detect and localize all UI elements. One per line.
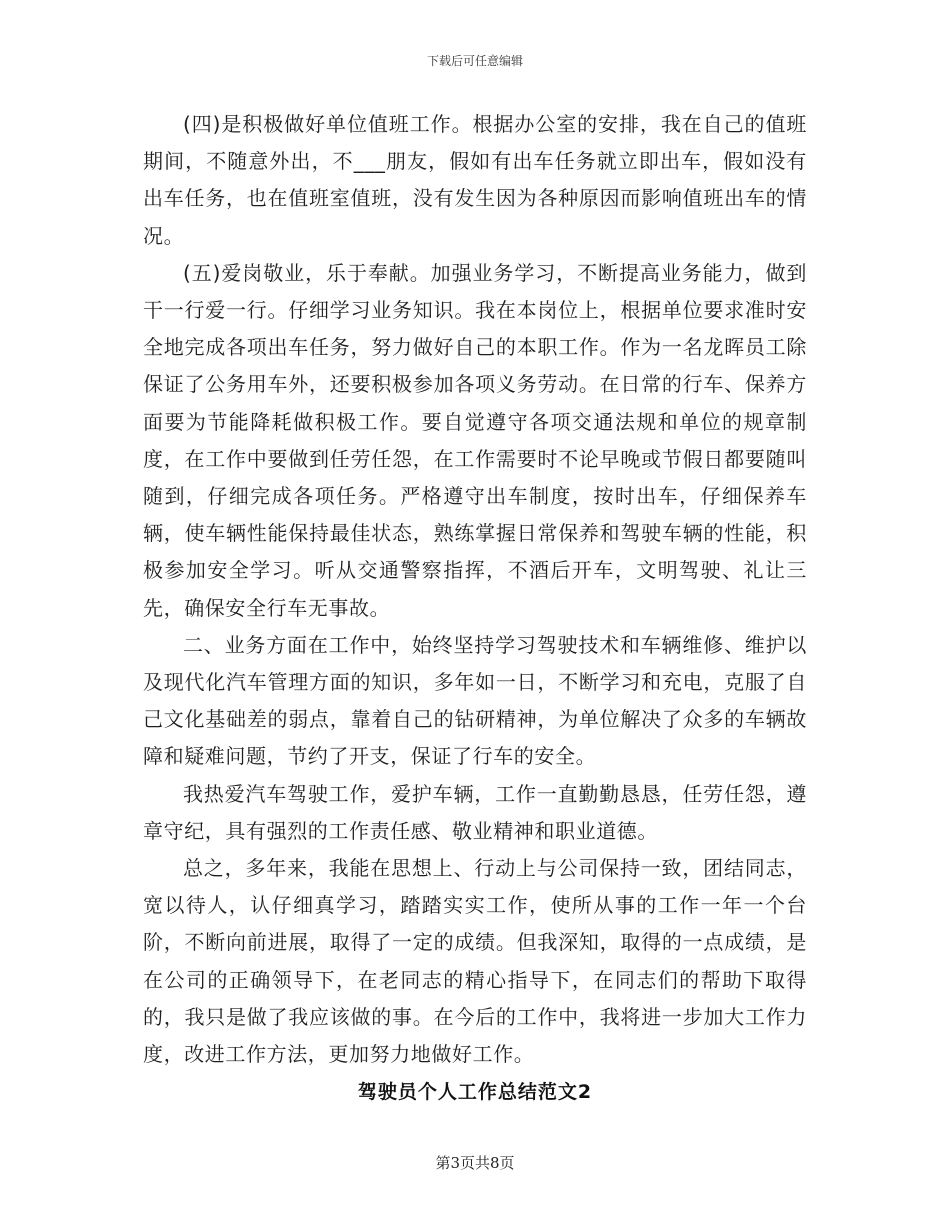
header-note: 下载后可任意编辑 (426, 54, 523, 68)
paragraph-duty-shift: (四)是积极做好单位值班工作。根据办公室的安排，我在自己的值班期间，不随意外出，不___朋友，假如有出车任务就立即出车，假如没有出车任务，也在值班室值班，没有发生因为各种原因而影响值班出车的情况。 (143, 112, 807, 248)
paragraph-business: 二、业务方面在工作中，始终坚持学习驾驶技术和车辆维修、维护以及现代化汽车管理方面的知识，多年如一日，不断学习和充电，克服了自己文化基础差的弱点，靠着自己的钻研精神，为单位解决了众多的车辆故障和疑难问题，节约了开支，保证了行车的安全。 (143, 632, 807, 769)
page-number: 第3页共8页 (435, 1154, 515, 1172)
paragraph-summary: 总之，多年来，我能在思想上、行动上与公司保持一致，团结同志，宽以待人，认仔细真学习，踏踏实实工作，使所从事的工作一年一个台阶，不断向前进展，取得了一定的成绩。但我深知，取得的一点成绩，是在公司的正确领导下，在老同志的精心指导下，在同志们的帮助下取得的，我只是做了我应该做的事。在今后的工作中，我将进一步加大工作力度，改进工作方法，更加努力地做好工作。 (143, 856, 807, 1067)
document-body (143, 106, 807, 1073)
paragraph-dedication: (五)爱岗敬业，乐于奉献。加强业务学习，不断提高业务能力，做到干一行爱一行。仔细学习业务知识。我在本岗位上，根据单位要求准时安全地完成各项出车任务，努力做好自己的本职工作。作为一名龙晖员工除保证了公务用车外，还要积极参加各项义务劳动。在日常的行车、保养方面要为节能降耗做积极工作。要自觉遵守各项交通法规和单位的规章制度，在工作中要做到任劳任怨，在工作需要时不论早晚或节假日都要随叫随到，仔细完成各项任务。严格遵守出车制度，按时出车，仔细保养车辆，使车辆性能保持最佳状态，熟练掌握日常保养和驾驶车辆的性能，积极参加安全学习。听从交通警察指挥，不酒后开车，文明驾驶、礼让三先，确保安全行车无事故。 (143, 260, 807, 620)
section-title: 驾驶员个人工作总结范文2 (357, 1081, 593, 1103)
paragraph-love-driving: 我热爱汽车驾驶工作，爱护车辆，工作一直勤勤恳恳，任劳任怨，遵章守纪，具有强烈的工作责任感、敬业精神和职业道德。 (143, 781, 807, 843)
